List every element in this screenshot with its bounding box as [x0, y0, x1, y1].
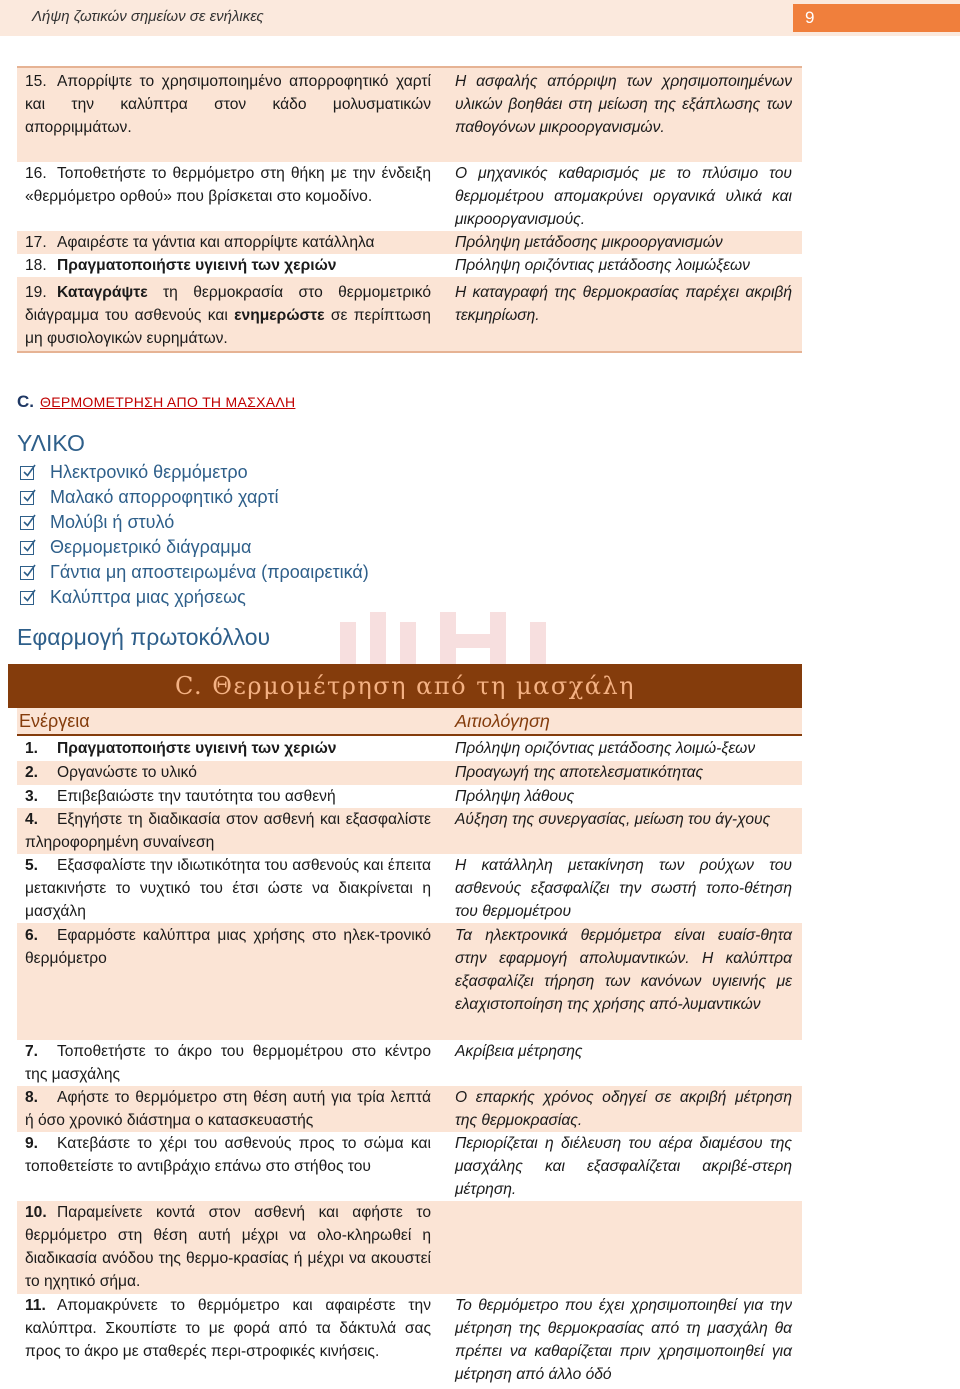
table-row: [17, 808, 802, 854]
step-number: 6.: [25, 927, 39, 944]
page-number: 9: [793, 4, 960, 32]
action-cell: [17, 254, 437, 277]
protocol-banner: C. Θερμομέτρηση από τη μασχάλη: [8, 664, 802, 708]
reason-cell: Ο μηχανικός καθαρισμός με το πλύσιμο του θερμομέτρου απομακρύνει οργανικά υλικά και μικροοργανισμούς.: [455, 165, 792, 228]
table-row: [17, 68, 802, 162]
action-text: Πραγματοποιήστε υγιεινή των χεριών: [57, 257, 337, 274]
action-text: Αφαιρέστε τα γάντια και απορρίψτε κατάλληλα: [57, 234, 375, 251]
action-text: τη θερμοκρασία στο θερμομετρικό διάγραμμα του ασθενούς και: [25, 284, 431, 324]
action-text: Παραμείνετε κοντά στον ασθενή και αφήστε το θερμόμετρο στη θέση αυτή μέχρι να ολο-κληρωθεί η διαδικασία ανόδου της θερμο-κρασίας ή μέχρι να ακουστεί το ηχητικό σήμα.: [25, 1204, 431, 1290]
action-cell: [17, 70, 437, 162]
table-row: [17, 761, 802, 785]
reason-cell: Πρόληψη λάθους: [455, 788, 575, 805]
step-number: 4.: [25, 811, 39, 828]
action-cell: [17, 785, 437, 808]
table-row: [17, 231, 802, 254]
material-label: Γάντια μη αποστειρωμένα (προαιρετικά): [50, 562, 369, 582]
column-header-action: Ενέργεια: [19, 711, 90, 731]
list-item: [20, 535, 369, 560]
reason-cell: Περιορίζεται η διέλευση του αέρα διαμέσου της μασχάλης και εξασφαλίζεται ακριβέ-στερη μέτρηση.: [455, 1135, 792, 1198]
step-number: 17.: [25, 234, 47, 251]
table-row: [17, 1086, 802, 1132]
action-cell: [17, 162, 437, 231]
table-row: [17, 1201, 802, 1294]
checkbox-icon: [20, 591, 34, 605]
list-item: [20, 460, 369, 485]
material-label: Μολύβι ή στυλό: [50, 512, 175, 532]
reason-cell: Ο επαρκής χρόνος οδηγεί σε ακριβή μέτρηση της θερμοκρασίας.: [455, 1089, 792, 1129]
action-text: Επιβεβαιώστε την ταυτότητα του ασθενή: [57, 788, 336, 805]
materials-heading: ΥΛΙΚΟ: [17, 430, 85, 456]
action-cell: [17, 761, 437, 785]
action-cell: [17, 737, 437, 761]
reason-cell: Πρόληψη οριζόντιας μετάδοσης λοιμώξεων: [455, 257, 750, 274]
action-text: Οργανώστε το υλικό: [57, 764, 197, 781]
step-number: 2.: [25, 764, 39, 781]
action-text: Απορρίψτε το χρησιμοποιημένο απορροφητικό χαρτί και την καλύπτρα στον κάδο μολυσματικών απορριμμάτων.: [25, 73, 431, 136]
step-number: 1.: [25, 740, 39, 757]
checkbox-icon: [20, 491, 34, 505]
action-text: Πραγματοποιήστε υγιεινή των χεριών: [57, 740, 337, 757]
step-number: 10.: [25, 1204, 47, 1221]
table-row: [17, 1294, 802, 1386]
table-row: [17, 923, 802, 1040]
top-table: [17, 66, 802, 353]
page-header: [0, 0, 960, 36]
table-bottom-border: [17, 351, 802, 353]
action-cell: [17, 1040, 437, 1086]
action-cell: [17, 1294, 437, 1386]
protocol-table: [17, 708, 802, 1386]
section-letter: C.: [17, 392, 34, 411]
material-label: Μαλακό απορροφητικό χαρτί: [50, 487, 279, 507]
list-item: [20, 510, 369, 535]
reason-cell: Προαγωγή της αποτελεσματικότητας: [455, 764, 704, 781]
table-row: [17, 785, 802, 808]
reason-cell: Η κατάλληλη μετακίνηση των ρούχων του ασθενούς εξασφαλίζει την σωστή τοπο-θέτηση του θερμομέτρου: [455, 857, 792, 920]
table-row: [17, 277, 802, 351]
step-number: 18.: [25, 257, 47, 274]
section-heading: [17, 392, 295, 412]
action-cell: [17, 924, 437, 1040]
reason-cell: [437, 1201, 802, 1294]
step-number: 3.: [25, 788, 39, 805]
action-text: Εξασφαλίστε την ιδιωτικότητα του ασθενούς και έπειτα μετακινήστε το νυχτικό του έτσι ώστε να διακρίνεται η μασχάλη: [25, 857, 431, 920]
step-number: 5.: [25, 857, 39, 874]
checkbox-icon: [20, 541, 34, 555]
action-cell: [17, 281, 437, 351]
reason-cell: Τα ηλεκτρονικά θερμόμετρα είναι ευαίσ-θητα στην εφαρμογή απολυμαντικών. Η καλύπτρα εξασφαλίζει τήρηση των κανόνων υγιεινής με ελαχιστοποίηση της χρήσης από-λυμαντικών: [455, 927, 792, 1013]
column-headers: [17, 708, 802, 734]
reason-cell: Αύξηση της συνεργασίας, μείωση του άγ-χους: [455, 811, 771, 828]
action-cell: [17, 1132, 437, 1201]
step-number: 11.: [25, 1297, 46, 1314]
section-title: ΘΕΡΜΟΜΕΤΡΗΣΗ ΑΠΟ ΤΗ ΜΑΣΧΑΛΗ: [40, 394, 296, 410]
table-row: [17, 1040, 802, 1086]
step-number: 15.: [25, 73, 47, 90]
action-text: Απομακρύνετε το θερμόμετρο και αφαιρέστε την καλύπτρα. Σκουπίστε το με φορά από τα δάκτυλά σας προς το άκρο με σταθερές περι-στροφικές κινήσεις.: [25, 1297, 431, 1360]
list-item: [20, 585, 369, 610]
table-row: [17, 254, 802, 277]
action-text: Κατεβάστε το χέρι του ασθενούς προς το σώμα και τοποθετείστε το αντιβράχιο επάνω στο στήθος του: [25, 1135, 431, 1175]
action-text: Αφήστε το θερμόμετρο στη θέση αυτή για τρία λεπτά ή όσο χρονικό διάστημα ο κατασκευαστής: [25, 1089, 431, 1129]
action-bold: Καταγράψτε: [57, 284, 148, 301]
action-text: Τοποθετήστε το θερμόμετρο στη θήκη με την ένδειξη «θερμόμετρο ορθού» που βρίσκεται στο κομοδίνο.: [25, 165, 431, 205]
action-text: Εξηγήστε τη διαδικασία στον ασθενή και εξασφαλίστε πληροφορημένη συναίνεση: [25, 811, 431, 851]
step-number: 16.: [25, 165, 47, 182]
reason-cell: Πρόληψη μετάδοσης μικροοργανισμών: [455, 234, 723, 251]
list-item: [20, 485, 369, 510]
action-bold: ενημερώστε: [234, 307, 325, 324]
action-cell: [17, 854, 437, 923]
reason-cell: Πρόληψη οριζόντιας μετάδοσης λοιμώ-ξεων: [455, 740, 756, 757]
table-row: [17, 854, 802, 923]
action-text: Τοποθετήστε το άκρο του θερμομέτρου στο κέντρο της μασχάλης: [25, 1043, 431, 1083]
table-row: [17, 162, 802, 231]
material-label: Ηλεκτρονικό θερμόμετρο: [50, 462, 248, 482]
checkbox-icon: [20, 516, 34, 530]
step-number: 9.: [25, 1135, 39, 1152]
action-cell: [17, 1201, 437, 1294]
action-cell: [17, 1086, 437, 1132]
table-row: [17, 737, 802, 761]
table-row: [17, 1132, 802, 1201]
reason-cell: Η ασφαλής απόρριψη των χρησιμοποιημένων υλικών βοηθάει στη μείωση της εξάπλωσης των παθογόνων μικροοργανισμών.: [455, 73, 792, 136]
action-text: Εφαρμόστε καλύπτρα μιας χρήσης στο ηλεκ-τρονικό θερμόμετρο: [25, 927, 431, 967]
materials-list: [20, 460, 369, 610]
checkbox-icon: [20, 466, 34, 480]
reason-cell: Ακρίβεια μέτρησης: [455, 1043, 583, 1060]
material-label: Θερμομετρικό διάγραμμα: [50, 537, 252, 557]
checkbox-icon: [20, 566, 34, 580]
material-label: Καλύπτρα μιας χρήσεως: [50, 587, 246, 607]
action-cell: [17, 808, 437, 854]
header-title: Λήψη ζωτικών σημείων σε ενήλικες: [32, 8, 264, 25]
protocol-heading: Εφαρμογή πρωτοκόλλου: [17, 624, 271, 650]
action-text: σε περίπτωση μη φυσιολογικών ευρημάτων.: [25, 307, 431, 347]
step-number: 19.: [25, 284, 47, 301]
reason-cell: Το θερμόμετρο που έχει χρησιμοποιηθεί για την μέτρηση της θερμοκρασίας από τη μασχάλη θα πρέπει να καθαρίζεται πριν χρησιμοποιηθεί για μέτρηση από άλλο όδό: [455, 1297, 792, 1383]
action-cell: [17, 231, 437, 254]
list-item: [20, 560, 369, 585]
column-header-reason: Αιτιολόγηση: [455, 711, 550, 731]
step-number: 7.: [25, 1043, 39, 1060]
reason-cell: Η καταγραφή της θερμοκρασίας παρέχει ακριβή τεκμηρίωση.: [455, 284, 792, 324]
step-number: 8.: [25, 1089, 39, 1106]
